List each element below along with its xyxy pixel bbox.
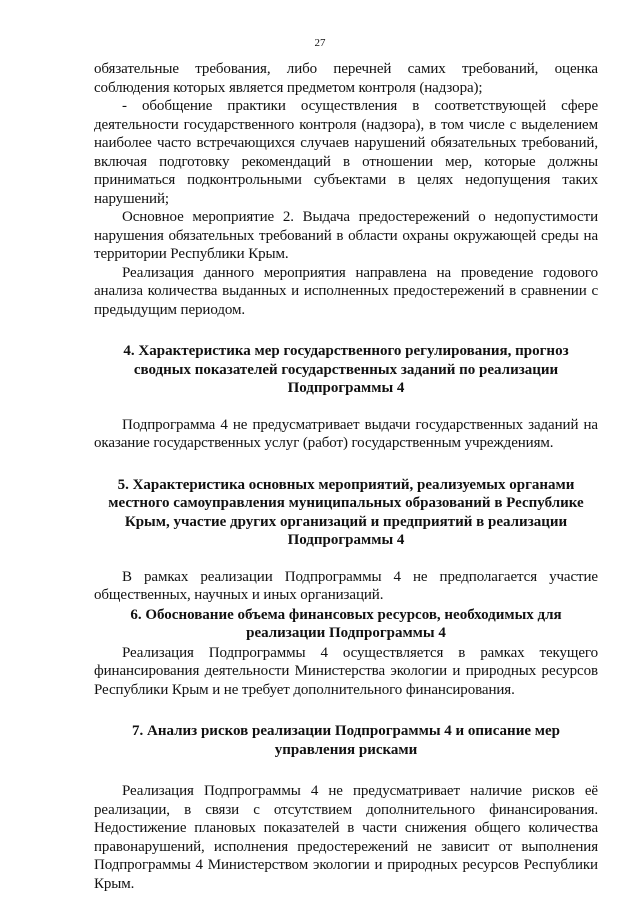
- section-4-text: Подпрограмма 4 не предусматривает выдачи государственных заданий на оказание государственных услуг (работ) государственным учреждениям.: [94, 416, 598, 451]
- section-5-text: В рамках реализации Подпрограммы 4 не предполагается участие общественных, научных и иных организаций.: [94, 568, 598, 603]
- activity-description-paragraph: Реализация данного мероприятия направлена на проведение годового анализа количества выданных и исполненных предостережений в сравнении с предыдущим периодом.: [94, 264, 598, 318]
- page-body: [94, 60, 598, 893]
- section-7-text: Реализация Подпрограммы 4 не предусматривает наличие рисков её реализации, в связи с отсутствием дополнительного финансирования. Недостижение плановых показателей в части снижения общего количества правонарушений, исполнения предостережений не зависит от выполнения Подпрограммы 4 Министерством экологии и природных ресурсов Республики Крым.: [94, 783, 598, 892]
- page-number: 27: [314, 37, 326, 49]
- list-item-paragraph: - обобщение практики осуществления в соответствующей сфере деятельности государственного контроля (надзора), в том числе с выделением наиболее часто встречающихся случаев нарушений обязательных требований, включая подготовку рекомендаций в отношении мер, которые должны приниматься подконтрольными субъектами в целях недопущения таких нарушений;: [94, 98, 598, 207]
- section-6-heading: 6. Обоснование объема финансовых ресурсов, необходимых для реализации Подпрограммы 4: [130, 606, 562, 641]
- continuation-paragraph: обязательные требования, либо перечней самих требований, оценка соблюдения которых является предметом контроля (надзора);: [94, 61, 598, 96]
- section-7-heading: 7. Анализ рисков реализации Подпрограммы 4 и описание мер управления рисками: [132, 723, 560, 758]
- section-6-text: Реализация Подпрограммы 4 осуществляется в рамках текущего финансирования деятельности Министерства экологии и природных ресурсов Республики Крым и не требует дополнительного финансирования.: [94, 644, 598, 698]
- main-activity-paragraph: Основное мероприятие 2. Выдача предостережений о недопустимости нарушения обязательных требований в области охраны окружающей среды на территории Республики Крым.: [94, 209, 598, 262]
- section-4-heading: 4. Характеристика мер государственного регулирования, прогноз сводных показателей государственных заданий по реализации Подпрограммы 4: [123, 343, 569, 396]
- section-5-heading: 5. Характеристика основных мероприятий, реализуемых органами местного самоуправления муниципальных образований в Республике Крым, участие других организаций и предприятий в реализации Подпрограммы 4: [108, 476, 584, 548]
